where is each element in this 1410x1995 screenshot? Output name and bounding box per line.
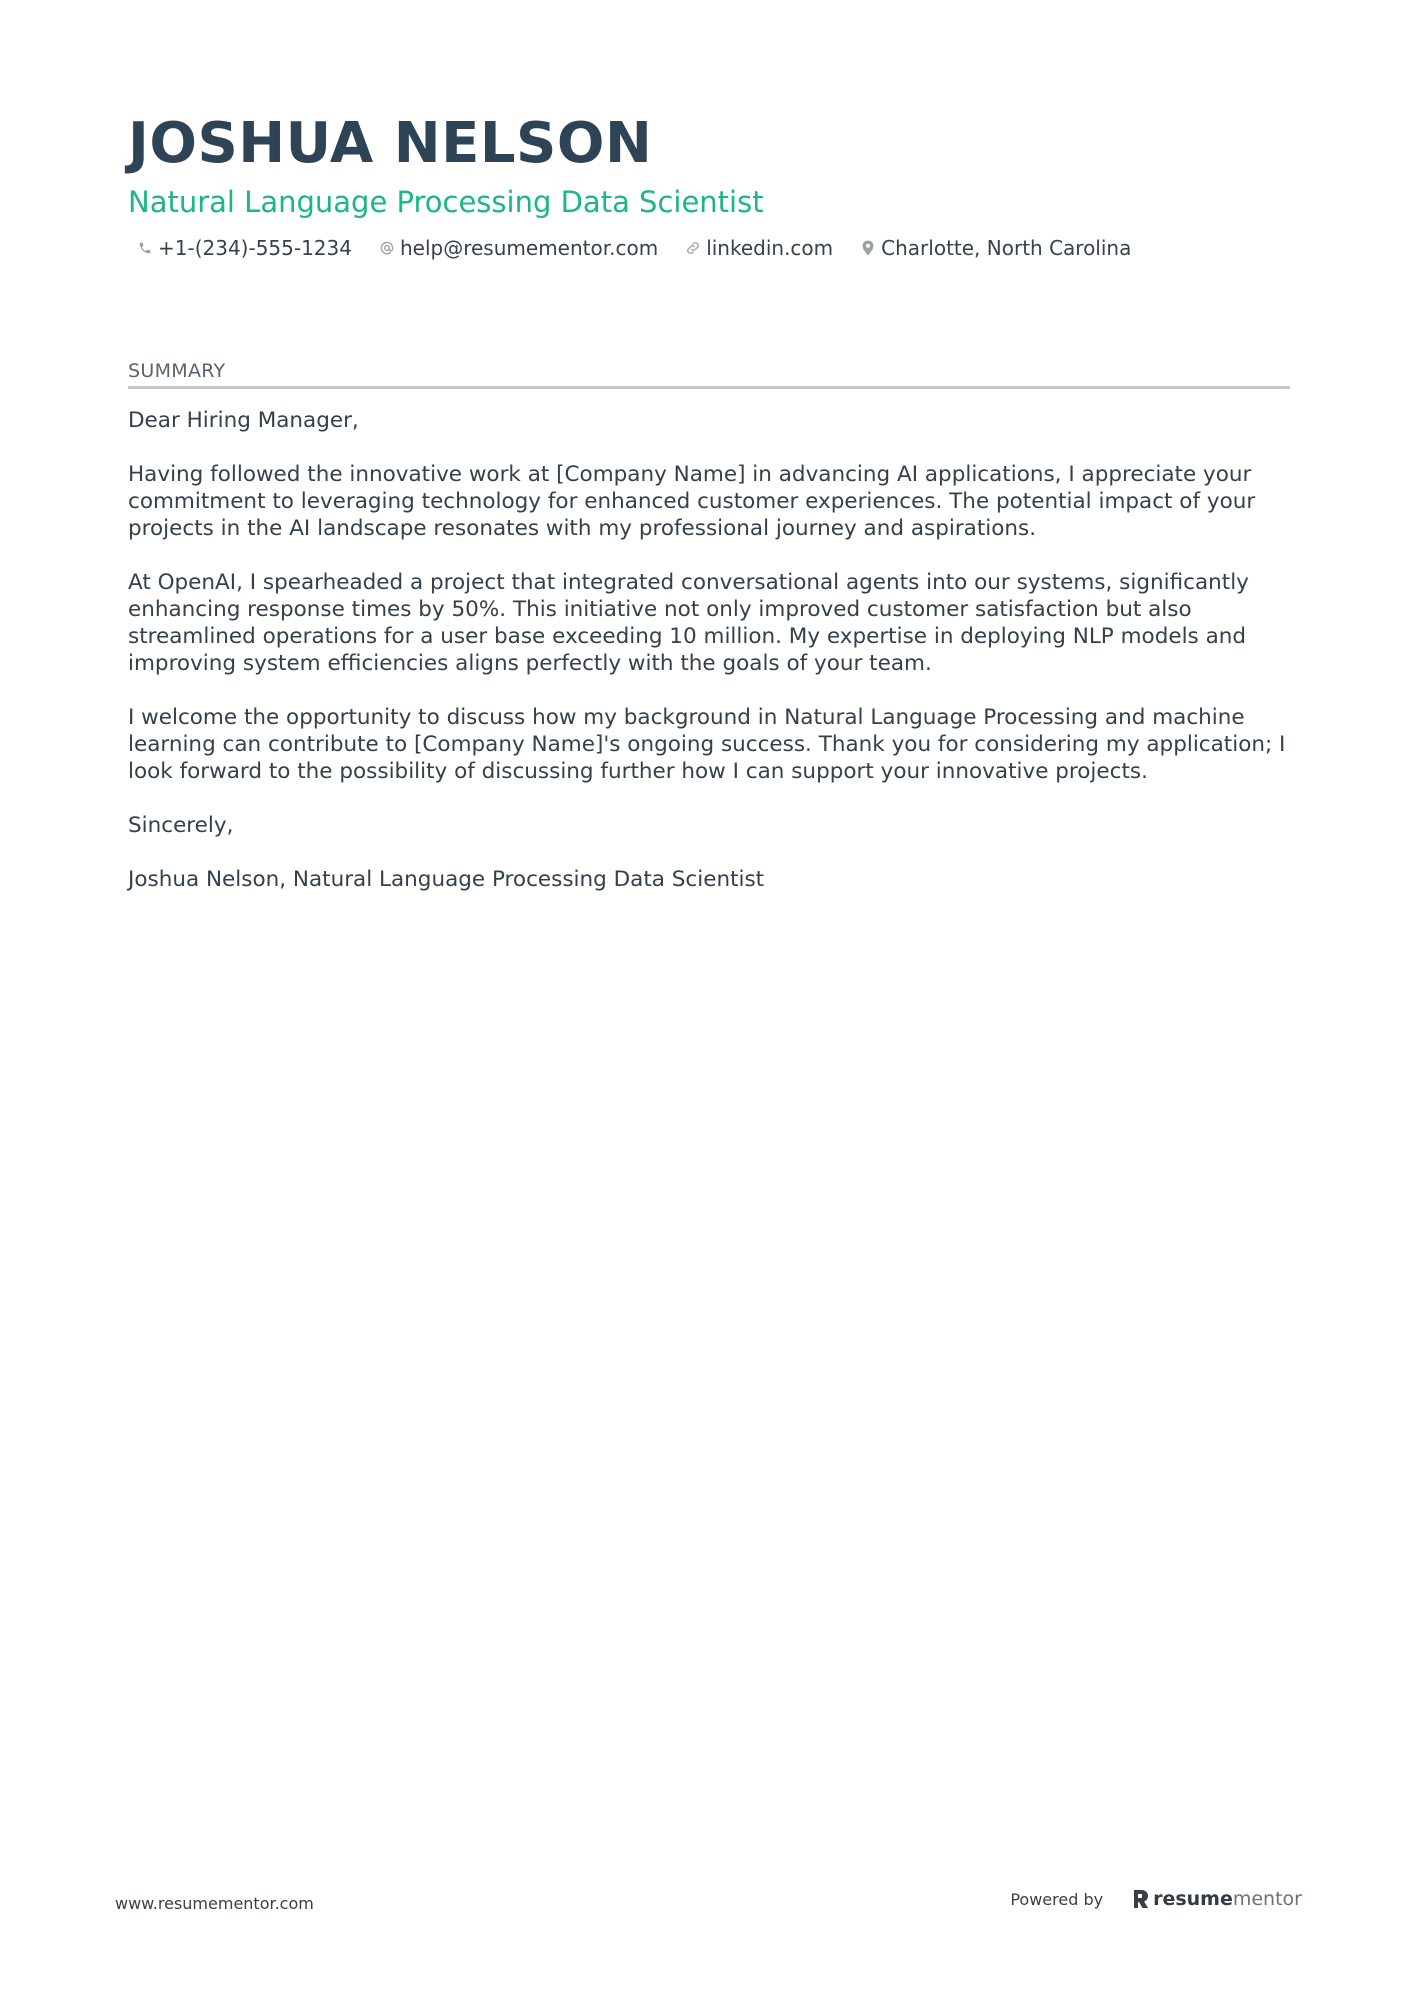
footer-branding <box>1010 1888 1302 1910</box>
summary-section <box>128 360 1290 920</box>
brand-name-bold: resume <box>1153 1888 1233 1910</box>
contact-linkedin-text: linkedin.com <box>706 236 834 260</box>
contact-email[interactable] <box>378 236 658 260</box>
letter-body <box>128 407 1290 893</box>
brand-name-light: mentor <box>1232 1888 1302 1910</box>
paragraph-1: Having followed the innovative work at [Company Name] in advancing AI applications, I appreciate your commitment to leveraging technology for enhanced customer experiences. The potential impact of your projects in the AI landscape resonates with my professional journey and aspirations. <box>128 462 1256 541</box>
contact-list <box>128 236 1288 260</box>
contact-location-text: Charlotte, North Carolina <box>881 236 1132 260</box>
contact-location <box>859 236 1131 260</box>
closing: Sincerely, <box>128 813 234 838</box>
contact-linkedin[interactable] <box>684 236 833 260</box>
job-title: Natural Language Processing Data Scientist <box>128 185 764 219</box>
location-pin-icon <box>859 239 877 257</box>
brand-logo[interactable] <box>1133 1888 1302 1910</box>
paragraph-3: I welcome the opportunity to discuss how my background in Natural Language Processing and machine learning can contribute to [Company Name]'s ongoing success. Thank you for considering my application; I look forward to the possibility of discussing further how I can support your innovative projects. <box>128 705 1286 784</box>
paragraph-2: At OpenAI, I spearheaded a project that integrated conversational agents into our systems, significantly enhancing response times by 50%. This initiative not only improved customer satisfaction but also streamlined operations for a user base exceeding 10 million. My expertise in deploying NLP models and improving system efficiencies aligns perfectly with the goals of your team. <box>128 570 1249 676</box>
header <box>128 110 1288 260</box>
resumementor-logo-icon <box>1133 1889 1149 1909</box>
salutation: Dear Hiring Manager, <box>128 408 359 433</box>
contact-email-text: help@resumementor.com <box>399 236 659 260</box>
link-icon <box>684 239 702 257</box>
contact-phone <box>136 236 352 260</box>
candidate-name: JOSHUA NELSON <box>128 111 653 176</box>
contact-phone-text: +1-(234)-555-1234 <box>158 236 352 260</box>
at-icon <box>378 239 396 257</box>
powered-by-label: Powered by <box>1010 1889 1104 1909</box>
section-heading: SUMMARY <box>128 360 1290 389</box>
signature: Joshua Nelson, Natural Language Processing Data Scientist <box>128 867 765 892</box>
phone-icon <box>136 239 154 257</box>
footer-website[interactable]: www.resumementor.com <box>115 1894 314 1913</box>
